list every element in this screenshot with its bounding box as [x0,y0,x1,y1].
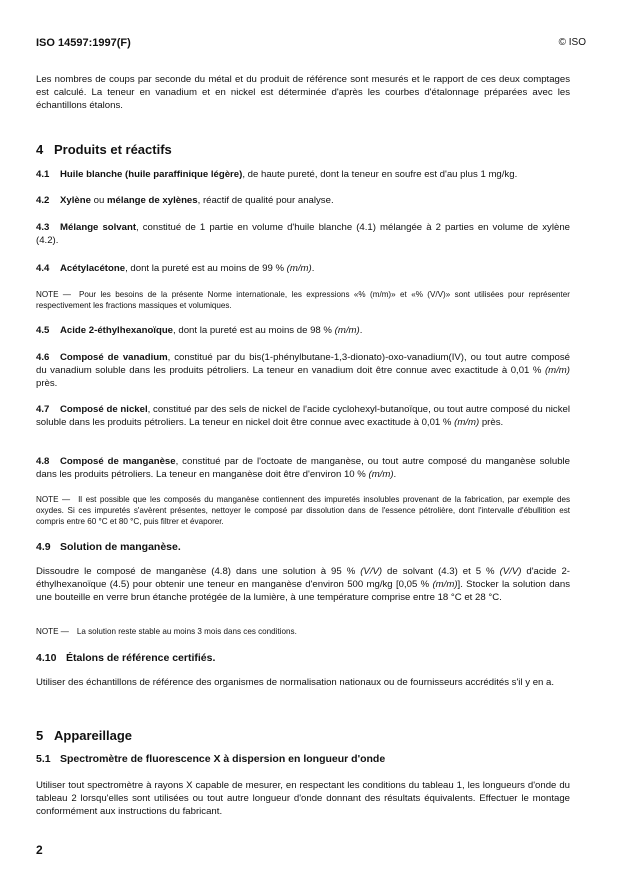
clause-number: 4.10 [36,652,57,664]
clause-term: Mélange solvant [60,222,137,233]
clause-term: Huile blanche (huile paraffinique légère) [60,169,243,180]
clause-4-6 [36,351,570,390]
unit: (m/m) [334,325,360,336]
clause-number: 4.5 [36,325,50,336]
body-text-4: ]. Stocker la solution dans une bouteille en verre brun étanche protégée de la lumière, à une température comprise entre 18 °C et 28 °C. [36,579,571,603]
clause-end: . [393,469,397,480]
clause-number: 4.3 [36,222,50,233]
clause-number: 5.1 [36,753,51,765]
clause-number: 4.2 [36,195,50,206]
unit: (m/m) [368,469,394,480]
clause-term: Acide 2-éthylhexanoïque [60,325,174,336]
note-label: NOTE — [36,290,71,299]
clause-term-alt: mélange de xylènes [106,195,198,206]
note-text: Il est possible que les composés du manganèse contiennent des impuretés insolubles provenant de la fabrication, par exemple des oxydes. Si ces impuretés s'avèrent présentes, nettoyer le composé par dissolution dans de l'essence pétrolière, dont l'intervalle d'ébullition est compris entre 60 °C et 80 °C, puis filtrer et évaporer. [36,495,570,526]
clause-4-5 [36,324,570,337]
clause-text: ou [90,195,107,206]
clause-text-end: , réactif de qualité pour analyse. [197,195,334,206]
section-5-heading [36,728,132,743]
standard-reference: ISO 14597:1997(F) [36,37,131,49]
clause-4-9-heading [36,541,181,553]
clause-number: 4.4 [36,263,50,274]
note-text: La solution reste stable au moins 3 mois dans ces conditions. [76,627,297,636]
unit-3: (m/m) [432,579,458,590]
clause-4-9-body [36,565,570,604]
clause-end: . [311,263,315,274]
body-text-1: Dissoudre le composé de manganèse (4.8) dans une solution à 95 % [36,566,361,577]
clause-4-2 [36,194,570,207]
clause-number: 4.1 [36,169,50,180]
note-3 [36,626,570,637]
clause-term: Acétylacétone [60,263,126,274]
unit-1: (V/V) [360,566,383,577]
clause-4-1 [36,168,570,181]
clause-end: . [359,325,363,336]
clause-term: Composé de nickel [60,404,148,415]
section-4-heading [36,142,172,157]
unit: (m/m) [454,417,480,428]
clause-number: 4.9 [36,541,51,553]
clause-text: , constitué de 1 partie en volume d'huile blanche (4.1) mélangée à 2 parties en volume de xylène (4.2). [36,222,570,246]
clause-text: , constitué par de l'octoate de manganèse, ou tout autre composé du manganèse soluble dans les produits pétroliers. La teneur en manganèse doit être d'environ 10 % [36,456,570,480]
clause-title: Spectromètre de fluorescence X à dispersion en longueur d'onde [60,753,386,765]
clause-number: 4.6 [36,352,50,363]
clause-end: près. [479,417,504,428]
clause-4-10-body: Utiliser des échantillons de référence des organismes de normalisation nationaux ou de fournisseurs accrédités s'il y en a. [36,677,555,688]
clause-4-4 [36,262,570,275]
section-number: 4 [36,142,44,157]
note-1 [36,289,570,311]
unit: (m/m) [286,263,312,274]
clause-4-8 [36,455,570,481]
clause-4-3 [36,221,570,247]
note-label: NOTE — [36,495,71,504]
clause-text: , dont la pureté est au moins de 99 % [125,263,287,274]
intro-paragraph: Les nombres de coups par seconde du métal et du produit de référence sont mesurés et le rapport de ces deux comptages est calculé. La teneur en vanadium et en nickel est déterminée d'après les courbes d'étalonnage préparées avec les échantillons étalons. [36,74,570,111]
section-number: 5 [36,728,44,743]
note-text: Pour les besoins de la présente Norme internationale, les expressions «% (m/m)» et «% (V/V)» sont utilisées pour représenter respectivement les fractions massiques et volumiques. [36,290,571,310]
body-text-3: d'acide 2-éthylhexanoïque (4.5) pour obtenir une teneur en manganèse d'environ 500 mg/kg [0,05 % [36,566,571,590]
clause-number: 4.7 [36,404,50,415]
clause-5-1-body: Utiliser tout spectromètre à rayons X capable de mesurer, en respectant les conditions du tableau 1, les longueurs d'onde du tableau 2 lorsqu'elles sont utilisées ou tout autre longueur d'onde donnant des résultats équivalents. Effectuer le montage conformément aux instructions du fabricant. [36,780,570,817]
clause-4-7 [36,403,570,429]
section-title: Produits et réactifs [54,142,172,157]
clause-text: , constitué par du bis(1-phénylbutane-1,3-dionato)-oxo-vanadium(IV), ou tout autre composé du vanadium soluble dans les produits pétroliers. La teneur en vanadium doit être connue avec exactitude à 0,01 % [36,352,570,376]
note-2 [36,494,570,527]
unit: (m/m) [544,365,570,376]
page-number: 2 [36,843,43,857]
clause-5-1-heading [36,753,385,765]
clause-term: Composé de manganèse [60,456,176,467]
clause-text: , dont la pureté est au moins de 98 % [173,325,335,336]
note-label: NOTE — [36,627,69,636]
clause-number: 4.8 [36,456,50,467]
body-text-2: de solvant (4.3) et 5 % [382,566,500,577]
copyright-notice: © ISO [558,37,586,48]
clause-4-10-heading [36,652,215,664]
clause-end: près. [36,378,58,389]
section-title: Appareillage [54,728,133,743]
clause-term: Xylène [60,195,91,206]
clause-title: Étalons de référence certifiés. [66,652,216,664]
clause-text: , de haute pureté, dont la teneur en soufre est d'au plus 1 mg/kg. [242,169,518,180]
unit-2: (V/V) [499,566,522,577]
clause-term: Composé de vanadium [60,352,168,363]
clause-text: , constitué par des sels de nickel de l'acide cyclohexyl-butanoïque, ou tout autre composé du nickel soluble dans les produits pétroliers. La teneur en nickel doit être connue avec exactitude à 0,01 % [36,404,570,428]
clause-title: Solution de manganèse. [60,541,181,553]
